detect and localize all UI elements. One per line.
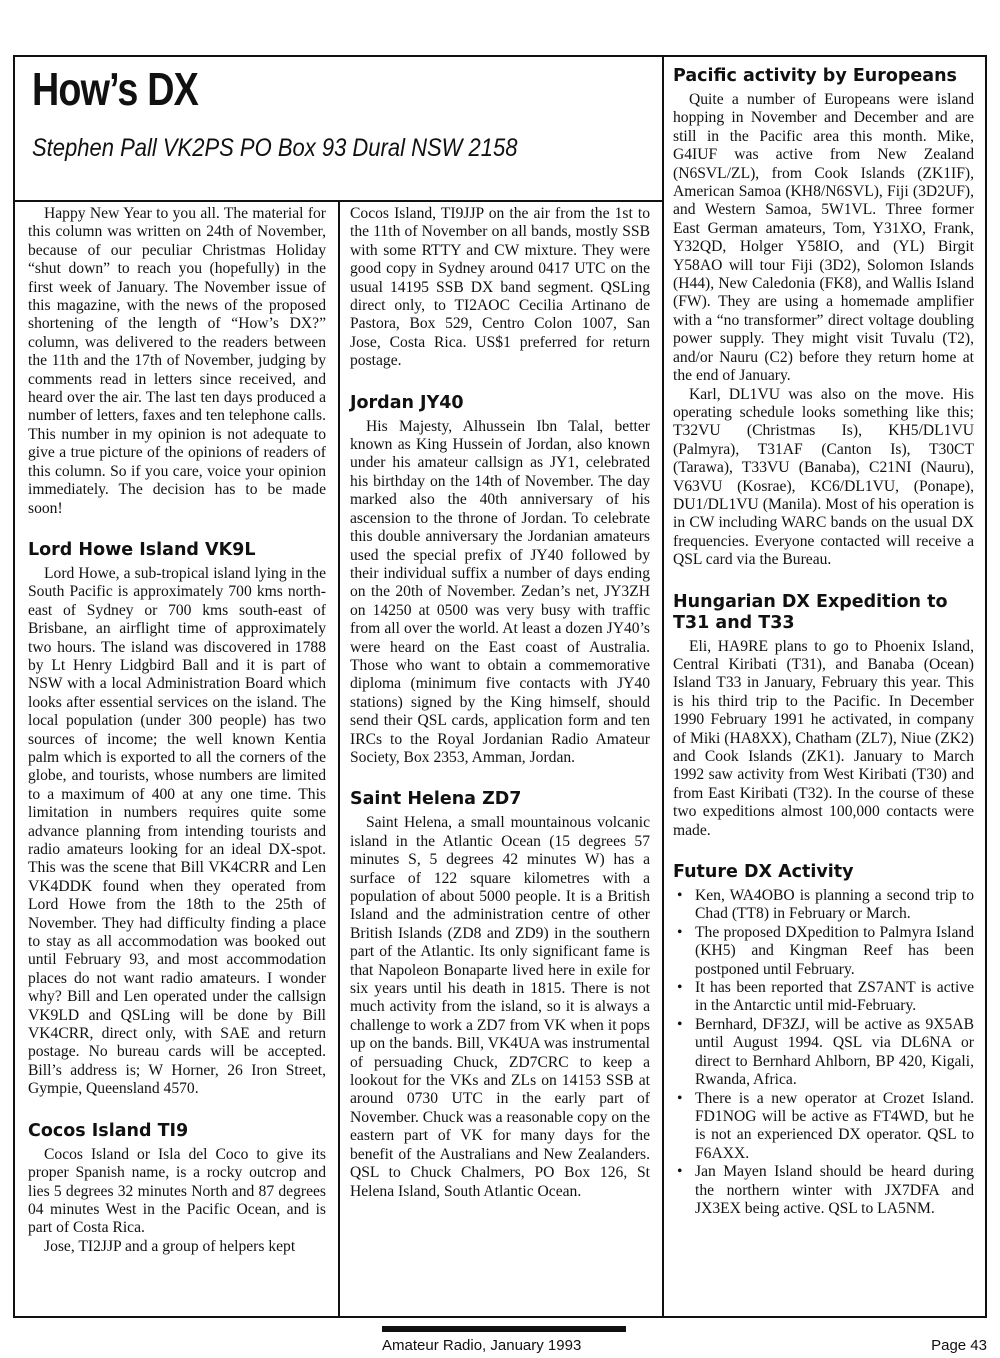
column-divider-2 [662, 55, 664, 1318]
publication-footer: Amateur Radio, January 1993 [382, 1337, 582, 1354]
saint-helena-paragraph: Saint Helena, a small mountainous volcanic island in the Atlantic Ocean (15 degrees 57 minutes S, 5 degrees 42 minutes W) has a surface of 122 square kilometres with a population of about 5000 people. It is a British Island and the administration centre of other British Islands (ZD8 and ZD9) in the southern part of the Atlantic. Its only significant fame is that Napoleon Bonaparte lived here in exile for six years until his death in 1815. There is not much activity from the island, so it is always a challenge to work a ZD7 from VK when it pops up on the bands. Bill, VK4UA was instrumental of persuading Chuck, ZD7CRC to keep a lookout for the VKs and ZLs on 14153 SSB at around 0730 UTC in the early part of November. Chuck was a reasonable copy on the eastern part of VK for many days for the benefit of the Australians and New Zealanders. QSL to Chuck Chalmers, PO Box 126, St Helena Island, South Atlantic Ocean. [350, 814, 650, 1200]
column-2 [350, 205, 650, 1201]
future-activity-list [673, 887, 974, 1218]
list-item: • The proposed DXpedition to Palmyra Island (KH5) and Kingman Reef has been postponed until February. [677, 923, 974, 978]
list-item: • It has been reported that ZS7ANT is active in the Antarctic until mid-February. [677, 979, 974, 1015]
lord-howe-paragraph: Lord Howe, a sub-tropical island lying in the South Pacific is approximately 700 kms north-east of Sydney or 700 kms south-east of Brisbane, an airflight time of approximately two hours. The island was discovered in 1788 by Lt Henry Lidgbird Ball and it is part of NSW with a local Administration Board which looks after essential services on the island. The local population (under 300 people) has two sources of income; the well known Kentia palm which is exported to all the corners of the globe, and tourists, whose numbers are limited to a maximum of 400 at any one time. This limitation in numbers requires quite some advance planning from intending tourists and radio amateurs looking for an ideal DX-spot. This was the scene that Bill VK4CRR and Len VK4DDK found when they operated from Lord Howe from the 18th to the 25th of November. They had difficulty finding a place to stay as all accommodation was booked out until February 93, and most accommodation places do not want radio amateurs. I wonder why? Bill and Len operated under the callsign VK9LD and QSLing will be done by Bill VK4CRR, direct only, with SAE and return postage. No bureau cards will be accepted. Bill’s address is; W Horner, 26 Iron Street, Gympie, Queensland 4570. [28, 564, 326, 1098]
column-3 [673, 66, 974, 1218]
list-item: • There is a new operator at Crozet Island. FD1NOG will be active as FT4WD, but he is not an experienced DX operator. QSL to F6AXX. [677, 1089, 974, 1162]
cocos-continued-paragraph: Cocos Island, TI9JJP on the air from the 1st to the 11th of November on all bands, mostly SSB with some RTTY and CW mixture. They were good copy in Sydney around 0417 UTC on the usual 14195 SSB DX band segment. QSLing direct only, to TI2AOC Cecilia Artinano de Pastora, Box 529, Centro Colon 1007, San Jose, Costa Rica. US$1 preferred for return postage. [350, 205, 650, 370]
page-number: Page 43 [931, 1337, 987, 1354]
bullet-icon: • [677, 1015, 683, 1033]
bullet-icon: • [677, 887, 683, 905]
footer-rule [382, 1326, 626, 1332]
hungarian-paragraph: Eli, HA9RE plans to go to Phoenix Island, Central Kiribati (T31), and Banaba (Ocean) Island T33 in January, February this year. This is his third trip to the Pacific. In December 1990 February 1991 he activated, in company of Miki (HA8XX), Chatham (ZL7), Niue (ZK2) and Cook Islands (ZK1). January to March 1992 saw activity from West Kiribati (T30) and from East Kiribati (T32). In the course of these two expeditions almost 100,000 contacts were made. [673, 637, 974, 839]
section-heading-saint-helena: Saint Helena ZD7 [350, 789, 522, 810]
list-item: • Bernhard, DF3ZJ, will be active as 9X5AB until August 1994. QSL via DL6NA or direct to Bernhard Ahlborn, BP 420, Kigali, Rwanda, Africa. [677, 1015, 974, 1089]
bullet-icon: • [677, 923, 683, 941]
pacific-paragraph: Quite a number of Europeans were island hopping in November and December and are still in the Pacific area this month. Mike, G4IUF was active from New Zealand (N6SVL/ZL), from Cook Islands (ZK1IF), American Samoa (KH8/N6SVL), Fiji (3D2UF), and Western Samoa, 5W1VL. Three former East German amateurs, Tom, Y31XO, Frank, Y32QD, Holger Y58IO, and (YL) Birgit Y58AO will tour Fiji (3D2), Solomon Islands (H44), New Caledonia (FK8), and Wallis Island (FW). They are using a homemade amplifier with a “no transformer” direct voltage doubling power supply. They might visit Tuvalu (T2), and/or Nauru (C2) before they return home at the end of January. [673, 91, 974, 385]
karl-paragraph: Karl, DL1VU was also on the move. His operating schedule looks something like this; T32VU (Christmas Is), KH5/DL1VU (Palmyra), T31AF (Canton Is), T30CT (Tarawa), T33VU (Banaba), C21NI (Nauru), V63VU (Kosrae), KC6/DL1VU, (Ponape), DU1/DL1VU (Manila). Most of his operation is in CW including WARC bands on the usual DX frequencies. Everyone contacted will receive a QSL card via the Bureau. [673, 385, 974, 569]
column-divider-1 [338, 202, 340, 1318]
section-heading-cocos: Cocos Island TI9 [28, 1120, 189, 1141]
bullet-icon: • [677, 979, 683, 997]
intro-paragraph: Happy New Year to you all. The material for this column was written on 24th of November, because of our peculiar Christmas Holiday “shut down” to reach you (hopefully) in the first week of January. The November issue of this magazine, with the news of the proposed shortening of the length of “How’s DX?” column, was delivered to the readers between the 11th and the 17th of November, judging by comments read in letters since received, and heard over the air. The last ten days produced a number of letters, faxes and ten telephone calls. This number in my opinion is not adequate to give a true picture of the opinions of readers of this column. So if you care, voice your opinion immediately. The decision has to be made soon! [28, 205, 326, 517]
author-byline: Stephen Pall VK2PS PO Box 93 Dural NSW 2158 [32, 134, 518, 162]
bullet-icon: • [677, 1089, 683, 1107]
list-item: • Jan Mayen Island should be heard during the northern winter with JX7DFA and JX3EX being active. QSL to LA5NM. [677, 1163, 974, 1217]
jordan-paragraph: His Majesty, Alhussein Ibn Talal, better known as King Hussein of Jordan, also known under his amateur callsign as JY1, celebrated his birthday on the 14th of November. The day marked also the 40th anniversary of his ascension to the throne of Jordan. To celebrate this double anniversary the Jordanian amateurs used the special prefix of JY40 followed by their individual suffix a number of days ending on the 20th of November. Zedan’s net, JY3ZH on 14250 at 0500 was very busy with traffic from all over the world. At least a dozen JY40’s were heard on the East coast of Australia. Those who want to obtain a commemorative diploma (minimum five contacts with JY40 stations) signed by the King himself, should send their QSL cards, application form and ten IRCs to the Royal Jordanian Radio Amateur Society, Box 2353, Amman, Jordan. [350, 417, 650, 766]
column-1 [28, 205, 326, 1256]
section-heading-lord-howe: Lord Howe Island VK9L [28, 539, 256, 560]
section-heading-jordan: Jordan JY40 [350, 392, 464, 413]
section-heading-pacific: Pacific activity by Europeans [673, 66, 957, 86]
list-item: • Ken, WA4OBO is planning a second trip to Chad (TT8) in February or March. [677, 887, 974, 923]
section-heading-future: Future DX Activity [673, 862, 854, 883]
section-heading-hungarian: Hungarian DX Expedition to T31 and T33 [673, 591, 948, 633]
bullet-icon: • [677, 1163, 683, 1181]
cocos-paragraph-1: Cocos Island or Isla del Coco to give its proper Spanish name, is a rocky outcrop and lies 5 degrees 32 minutes North and 87 degrees 04 minutes West in the Pacific Ocean, and is part of Costa Rica. [28, 1145, 326, 1237]
cocos-paragraph-2: Jose, TI2JJP and a group of helpers kept [44, 1237, 296, 1255]
page-title: How’s DX [32, 63, 198, 115]
